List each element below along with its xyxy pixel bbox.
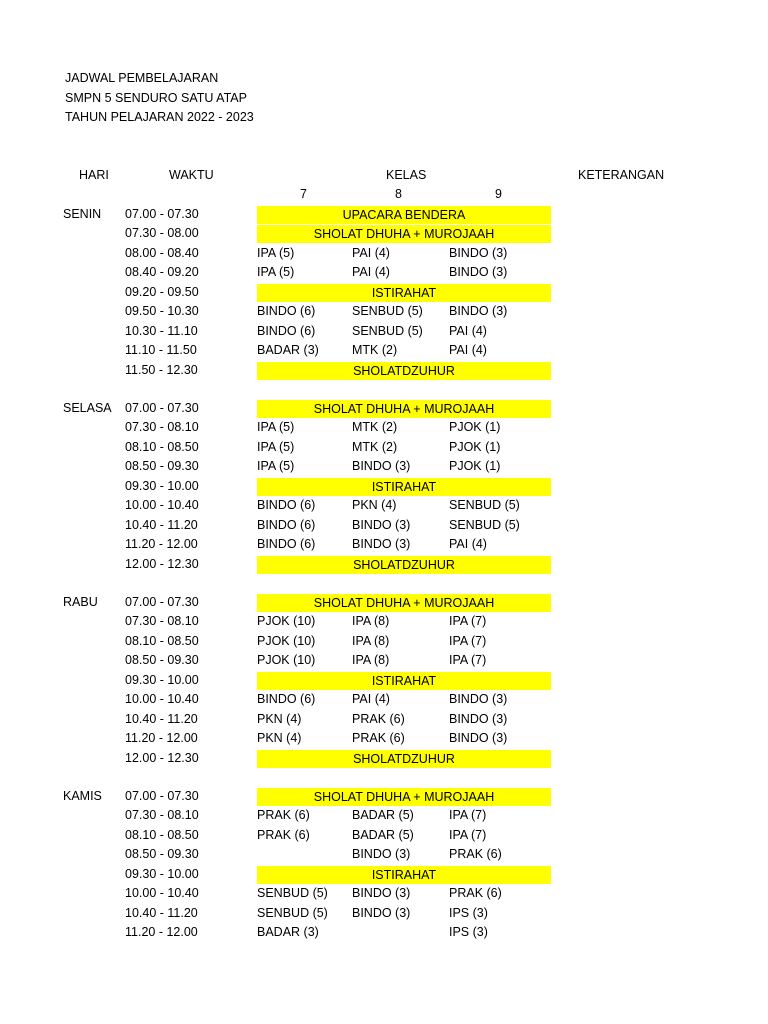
col-keterangan: KETERANGAN <box>578 168 665 182</box>
time-slot: 07.00 - 07.30 <box>125 789 199 803</box>
time-slot: 08.10 - 08.50 <box>125 827 199 842</box>
day-name: SELASA <box>63 401 112 415</box>
subject-cell-kelas-8: PRAK (6) <box>352 731 405 746</box>
time-slot: 07.30 - 08.10 <box>125 420 199 435</box>
subject-cell-kelas-9: PAI (4) <box>449 537 487 552</box>
subject-cell-kelas-7: BINDO (6) <box>257 692 316 707</box>
time-slot: 09.30 - 10.00 <box>125 478 199 493</box>
time-slot: 11.10 - 11.50 <box>125 343 197 358</box>
subject-cell-kelas-9: BINDO (3) <box>449 304 508 319</box>
highlight-band: ISTIRAHAT <box>257 284 551 302</box>
subject-cell-kelas-9: BINDO (3) <box>449 711 508 726</box>
time-slot: 12.00 - 12.30 <box>125 556 199 571</box>
time-slot: 08.50 - 09.30 <box>125 653 199 668</box>
col-kelas-7: 7 <box>300 187 307 201</box>
subject-cell-kelas-7: IPA (5) <box>257 439 295 454</box>
time-slot: 09.30 - 10.00 <box>125 672 199 687</box>
time-slot: 07.30 - 08.10 <box>125 808 199 823</box>
title-year: TAHUN PELAJARAN 2022 - 2023 <box>65 110 254 124</box>
time-slot: 08.00 - 08.40 <box>125 245 199 260</box>
subject-cell-kelas-8: BINDO (3) <box>352 905 411 920</box>
subject-cell-kelas-8: IPA (8) <box>352 614 390 629</box>
subject-cell-kelas-9: PAI (4) <box>449 323 487 338</box>
time-slot: 11.20 - 12.00 <box>125 537 198 552</box>
subject-cell-kelas-8: PRAK (6) <box>352 711 405 726</box>
highlight-band: ISTIRAHAT <box>257 866 551 884</box>
time-slot: 10.40 - 11.20 <box>125 517 198 532</box>
time-slot: 10.40 - 11.20 <box>125 905 198 920</box>
subject-cell-kelas-7: PJOK (10) <box>257 633 316 648</box>
subject-cell-kelas-9: IPS (3) <box>449 905 488 920</box>
subject-cell-kelas-9: BINDO (3) <box>449 265 508 280</box>
subject-cell-kelas-7: BINDO (6) <box>257 537 316 552</box>
subject-cell-kelas-9: BINDO (3) <box>449 731 508 746</box>
time-slot: 10.00 - 10.40 <box>125 886 199 901</box>
subject-cell-kelas-8: MTK (2) <box>352 420 398 435</box>
highlight-band: SHOLAT DHUHA + MUROJAAH <box>257 225 551 243</box>
subject-cell-kelas-7: PRAK (6) <box>257 808 310 823</box>
col-hari: HARI <box>79 168 109 182</box>
subject-cell-kelas-9: IPA (7) <box>449 808 487 823</box>
time-slot: 08.50 - 09.30 <box>125 847 199 862</box>
day-name: SENIN <box>63 207 102 221</box>
highlight-band: SHOLATDZUHUR <box>257 556 551 574</box>
subject-cell-kelas-8: BINDO (3) <box>352 459 411 474</box>
time-slot: 07.30 - 08.10 <box>125 614 199 629</box>
time-slot: 10.00 - 10.40 <box>125 498 199 513</box>
time-slot: 10.30 - 11.10 <box>125 323 198 338</box>
time-slot: 09.20 - 09.50 <box>125 284 199 299</box>
subject-cell-kelas-7: IPA (5) <box>257 245 295 260</box>
col-kelas-9: 9 <box>495 187 502 201</box>
time-slot: 08.10 - 08.50 <box>125 439 199 454</box>
subject-cell-kelas-7: IPA (5) <box>257 459 295 474</box>
subject-cell-kelas-8: BINDO (3) <box>352 537 411 552</box>
subject-cell-kelas-8: BINDO (3) <box>352 886 411 901</box>
highlight-band: SHOLAT DHUHA + MUROJAAH <box>257 594 551 612</box>
subject-cell-kelas-9: IPA (7) <box>449 633 487 648</box>
subject-cell-kelas-7: PRAK (6) <box>257 827 310 842</box>
subject-cell-kelas-9: BINDO (3) <box>449 245 508 260</box>
day-name: KAMIS <box>63 789 102 803</box>
subject-cell-kelas-9: PAI (4) <box>449 343 487 358</box>
subject-cell-kelas-7: SENBUD (5) <box>257 905 328 920</box>
subject-cell-kelas-8: IPA (8) <box>352 633 390 648</box>
subject-cell-kelas-8: BINDO (3) <box>352 847 411 862</box>
time-slot: 09.50 - 10.30 <box>125 304 199 319</box>
subject-cell-kelas-8: BADAR (5) <box>352 827 414 842</box>
subject-cell-kelas-9: PRAK (6) <box>449 886 502 901</box>
highlight-band: ISTIRAHAT <box>257 672 551 690</box>
time-slot: 10.00 - 10.40 <box>125 692 199 707</box>
day-name: RABU <box>63 595 98 609</box>
subject-cell-kelas-7: PKN (4) <box>257 711 302 726</box>
subject-cell-kelas-9: SENBUD (5) <box>449 498 520 513</box>
highlight-band: UPACARA BENDERA <box>257 206 551 224</box>
highlight-band: SHOLAT DHUHA + MUROJAAH <box>257 788 551 806</box>
time-slot: 08.10 - 08.50 <box>125 633 199 648</box>
subject-cell-kelas-7: BADAR (3) <box>257 925 319 940</box>
subject-cell-kelas-7: BINDO (6) <box>257 304 316 319</box>
time-slot: 10.40 - 11.20 <box>125 711 198 726</box>
highlight-band: SHOLATDZUHUR <box>257 362 551 380</box>
time-slot: 07.30 - 08.00 <box>125 226 199 241</box>
subject-cell-kelas-8: SENBUD (5) <box>352 323 423 338</box>
subject-cell-kelas-8: BADAR (5) <box>352 808 414 823</box>
subject-cell-kelas-7: PJOK (10) <box>257 653 316 668</box>
time-slot: 07.00 - 07.30 <box>125 595 199 609</box>
subject-cell-kelas-8: PAI (4) <box>352 265 390 280</box>
subject-cell-kelas-8: SENBUD (5) <box>352 304 423 319</box>
title-school: SMPN 5 SENDURO SATU ATAP <box>65 91 247 105</box>
time-slot: 08.40 - 09.20 <box>125 265 199 280</box>
subject-cell-kelas-7: BINDO (6) <box>257 517 316 532</box>
subject-cell-kelas-8: PKN (4) <box>352 498 397 513</box>
subject-cell-kelas-7: BADAR (3) <box>257 343 319 358</box>
subject-cell-kelas-7: IPA (5) <box>257 420 295 435</box>
time-slot: 11.20 - 12.00 <box>125 731 198 746</box>
col-waktu: WAKTU <box>169 168 214 182</box>
subject-cell-kelas-8: MTK (2) <box>352 343 398 358</box>
subject-cell-kelas-7: PKN (4) <box>257 731 302 746</box>
subject-cell-kelas-7: IPA (5) <box>257 265 295 280</box>
highlight-band: SHOLATDZUHUR <box>257 750 551 768</box>
time-slot: 09.30 - 10.00 <box>125 866 199 881</box>
subject-cell-kelas-9: PJOK (1) <box>449 420 501 435</box>
time-slot: 08.50 - 09.30 <box>125 459 199 474</box>
title-schedule: JADWAL PEMBELAJARAN <box>65 71 219 85</box>
subject-cell-kelas-9: SENBUD (5) <box>449 517 520 532</box>
subject-cell-kelas-8: PAI (4) <box>352 692 390 707</box>
time-slot: 11.50 - 12.30 <box>125 362 198 377</box>
subject-cell-kelas-9: IPA (7) <box>449 614 487 629</box>
subject-cell-kelas-9: IPA (7) <box>449 653 487 668</box>
subject-cell-kelas-9: PJOK (1) <box>449 459 501 474</box>
highlight-band: SHOLAT DHUHA + MUROJAAH <box>257 400 551 418</box>
subject-cell-kelas-7: BINDO (6) <box>257 498 316 513</box>
time-slot: 12.00 - 12.30 <box>125 750 199 765</box>
subject-cell-kelas-7: PJOK (10) <box>257 614 316 629</box>
subject-cell-kelas-9: PJOK (1) <box>449 439 501 454</box>
subject-cell-kelas-8: BINDO (3) <box>352 517 411 532</box>
subject-cell-kelas-7: BINDO (6) <box>257 323 316 338</box>
subject-cell-kelas-8: IPA (8) <box>352 653 390 668</box>
col-kelas: KELAS <box>386 168 427 182</box>
subject-cell-kelas-8: PAI (4) <box>352 245 390 260</box>
subject-cell-kelas-9: BINDO (3) <box>449 692 508 707</box>
time-slot: 11.20 - 12.00 <box>125 925 198 940</box>
subject-cell-kelas-8: MTK (2) <box>352 439 398 454</box>
subject-cell-kelas-9: PRAK (6) <box>449 847 502 862</box>
time-slot: 07.00 - 07.30 <box>125 401 199 415</box>
subject-cell-kelas-7: SENBUD (5) <box>257 886 328 901</box>
subject-cell-kelas-9: IPS (3) <box>449 925 488 940</box>
highlight-band: ISTIRAHAT <box>257 478 551 496</box>
time-slot: 07.00 - 07.30 <box>125 207 199 221</box>
subject-cell-kelas-9: IPA (7) <box>449 827 487 842</box>
col-kelas-8: 8 <box>395 187 402 201</box>
